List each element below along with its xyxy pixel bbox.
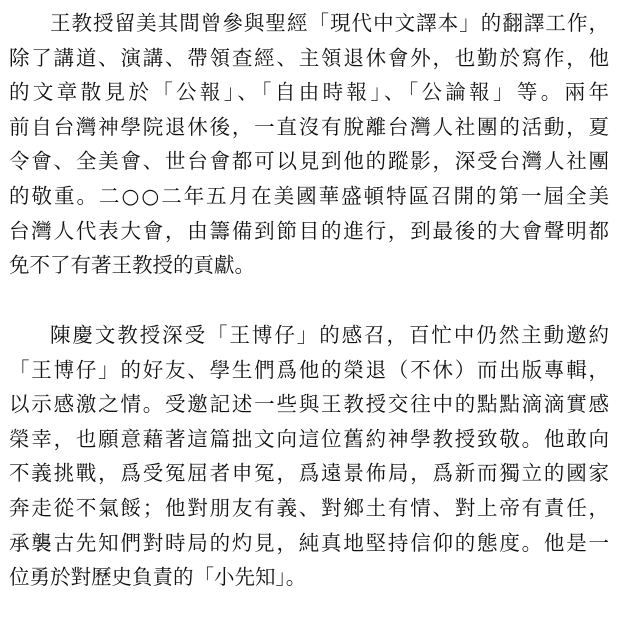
text-line: 位勇於對歷史負責的「小先知」。 [9,565,307,590]
text-line: 除了講道、演講、帶領查經、主領退休會外，也勤於寫作，他 [9,45,609,70]
paragraph-2 [9,318,609,595]
text-line: 榮幸，也願意藉著這篇拙文向這位舊約神學教授致敬。他敢向 [9,426,609,451]
text-line: 不義挑戰，爲受冤屈者申冤，爲遠景佈局，爲新而獨立的國家 [9,461,609,486]
text-line: 承襲古先知們對時局的灼見，純真地堅持信仰的態度。他是一 [9,530,609,555]
text-line: 「王博仔」的好友、學生們爲他的榮退（不休）而出版專輯， [9,357,609,382]
text-line: 令會、全美會、世台會都可以見到他的蹤影，深受台灣人社團 [9,149,609,174]
text-line: 以示感激之情。受邀記述一些與王教授交往中的點點滴滴實感 [9,392,609,417]
paragraph-1 [9,6,609,283]
text-line: 前自台灣神學院退休後，一直沒有脫離台灣人社團的活動，夏 [9,114,609,139]
text-line: 的敬重。二○○二年五月在美國華盛頓特區召開的第一屆全美 [9,183,609,208]
text-line: 奔走從不氣餒；他對朋友有義、對鄉土有情、對上帝有責任， [9,495,609,520]
text-line: 台灣人代表大會，由籌備到節目的進行，到最後的大會聲明都 [9,218,609,243]
text-line: 王教授留美其間曾參與聖經「現代中文譯本」的翻譯工作， [50,11,609,35]
text-line: 陳慶文教授深受「王博仔」的感召，百忙中仍然主動邀約 [50,323,609,347]
text-line: 的文章散見於「公報」、「自由時報」、「公論報」等。兩年 [9,80,609,105]
text-line: 免不了有著王教授的貢獻。 [9,253,255,278]
